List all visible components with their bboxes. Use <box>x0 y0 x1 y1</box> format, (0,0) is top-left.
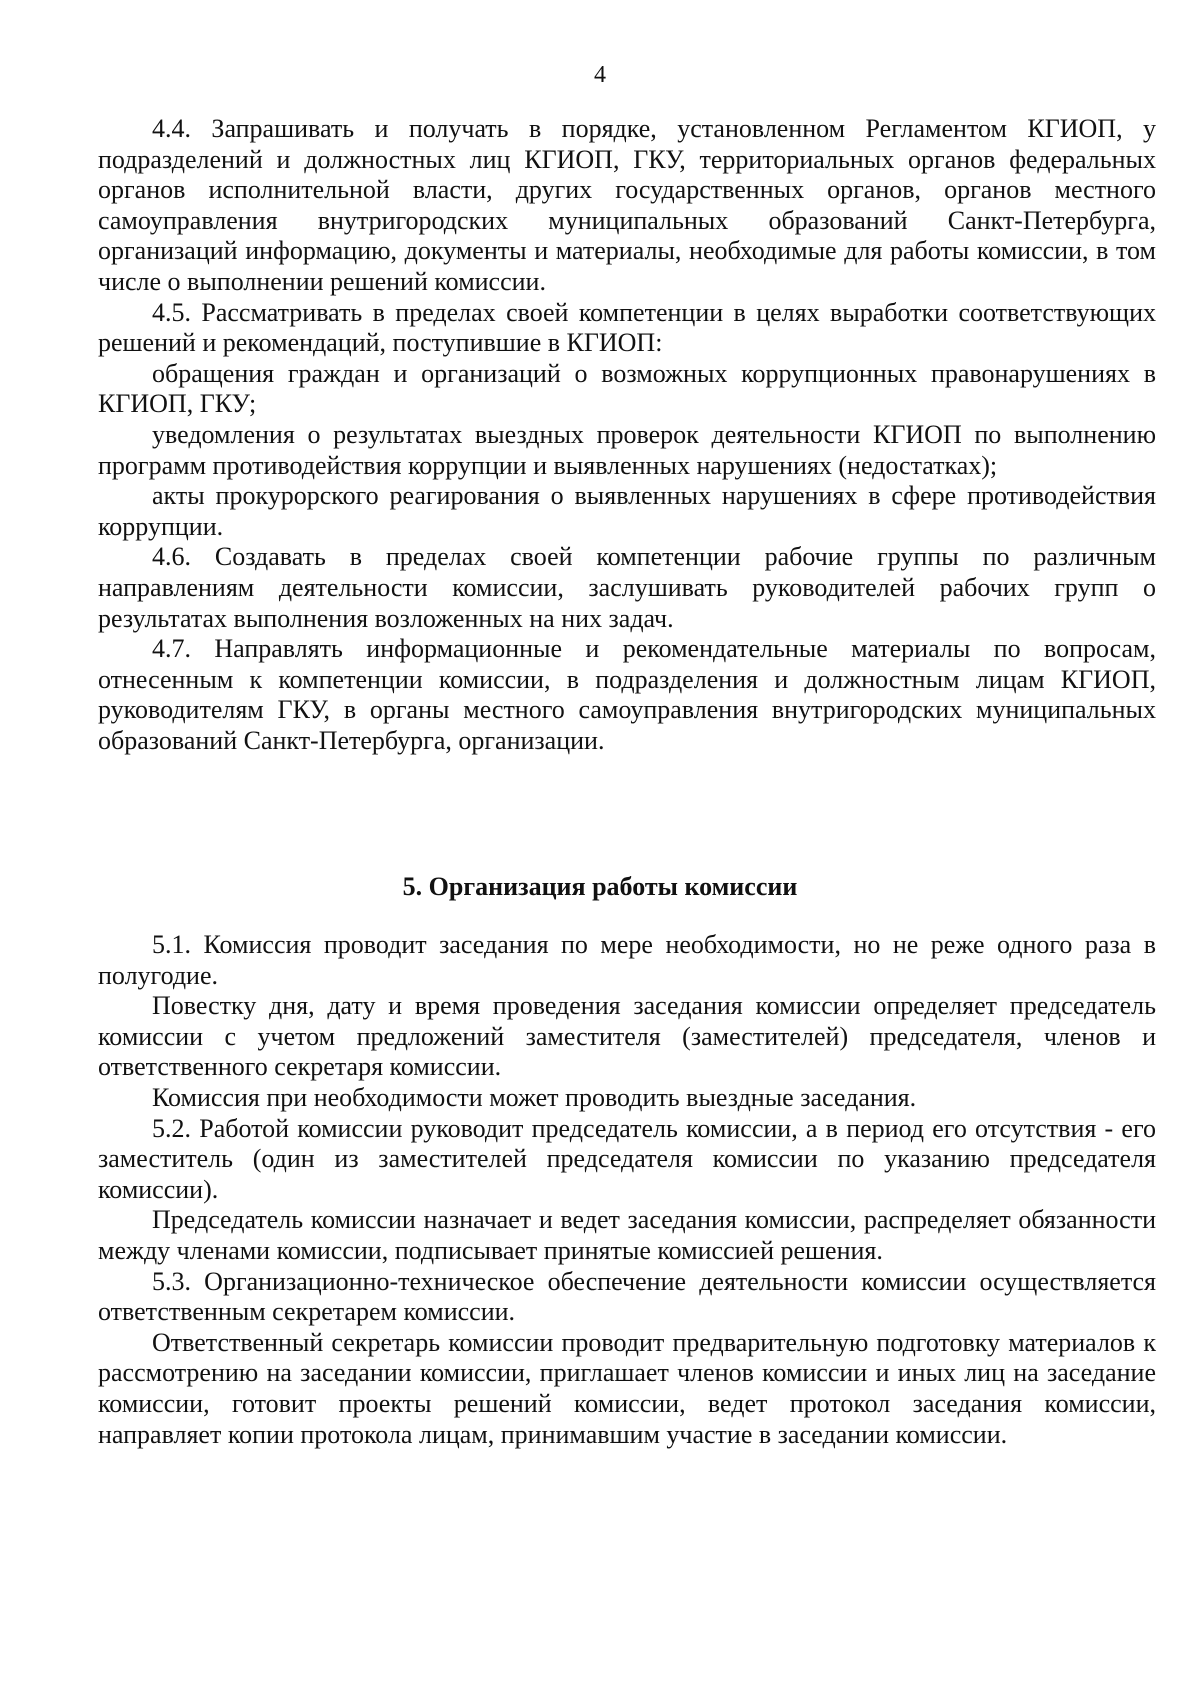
list-item-prosecutor-acts: акты прокурорского реагирования о выявленных нарушениях в сфере противодействия коррупции. <box>98 481 1156 541</box>
page-number: 4 <box>594 62 606 88</box>
paragraph-field-meetings: Комиссия при необходимости может проводить выездные заседания. <box>152 1082 917 1112</box>
section-5-body <box>98 930 1156 1450</box>
paragraph-secretary-duties: Ответственный секретарь комиссии проводит предварительную подготовку материалов к рассмотрению на заседании комиссии, приглашает членов комиссии и иных лиц на заседание комиссии, готовит проекты решений комиссии, ведет протокол заседания комиссии, направляет копии протокола лицам, принимавшим участие в заседании комиссии. <box>98 1327 1156 1449</box>
section-heading: 5. Организация работы комиссии <box>402 872 798 901</box>
paragraph-agenda: Повестку дня, дату и время проведения заседания комиссии определяет председатель комиссии с учетом предложений заместителя (заместителей) председателя, членов и ответственного секретаря комиссии. <box>98 991 1156 1082</box>
paragraph-5-1: 5.1. Комиссия проводит заседания по мере необходимости, но не реже одного раза в полугодие. <box>98 930 1156 990</box>
paragraph-4-6: 4.6. Создавать в пределах своей компетенции рабочие группы по различным направлениям деятельности комиссии, заслушивать руководителей рабочих групп о результатах выполнения возложенных на них задач. <box>98 542 1156 633</box>
list-item-citizen-appeals: обращения граждан и организаций о возможных коррупционных правонарушениях в КГИОП, ГКУ; <box>98 358 1156 419</box>
list-item-inspection-notices: уведомления о результатах выездных проверок деятельности КГИОП по выполнению программ противодействия коррупции и выявленных нарушениях (недостатках); <box>98 419 1156 480</box>
paragraph-5-3: 5.3. Организационно-техническое обеспечение деятельности комиссии осуществляется ответственным секретарем комиссии. <box>98 1266 1156 1327</box>
paragraph-5-2: 5.2. Работой комиссии руководит председатель комиссии, а в период его отсутствия - его заместитель (один из заместителей председателя комиссии по указанию председателя комиссии). <box>98 1113 1156 1204</box>
paragraph-4-7: 4.7. Направлять информационные и рекомендательные материалы по вопросам, отнесенным к компетенции комиссии, в подразделения и должностным лицам КГИОП, руководителям ГКУ, в органы местного самоуправления внутригородских муниципальных образований Санкт-Петербурга, организации. <box>98 634 1156 755</box>
paragraph-4-5: 4.5. Рассматривать в пределах своей компетенции в целях выработки соответствующих решений и рекомендаций, поступившие в КГИОП: <box>98 297 1156 358</box>
paragraph-4-4: 4.4. Запрашивать и получать в порядке, установленном Регламентом КГИОП, у подразделений и должностных лиц КГИОП, ГКУ, территориальных органов федеральных органов исполнительной власти, других государственных органов, органов местного самоуправления внутригородских муниципальных образований Санкт-Петербурга, организаций информацию, документы и материалы, необходимые для работы комиссии, в том числе о выполнении решений комиссии. <box>98 114 1156 296</box>
paragraph-chairman-duties: Председатель комиссии назначает и ведет заседания комиссии, распределяет обязанности между членами комиссии, подписывает принятые комиссией решения. <box>98 1205 1156 1265</box>
section-4-continued <box>98 114 1156 756</box>
